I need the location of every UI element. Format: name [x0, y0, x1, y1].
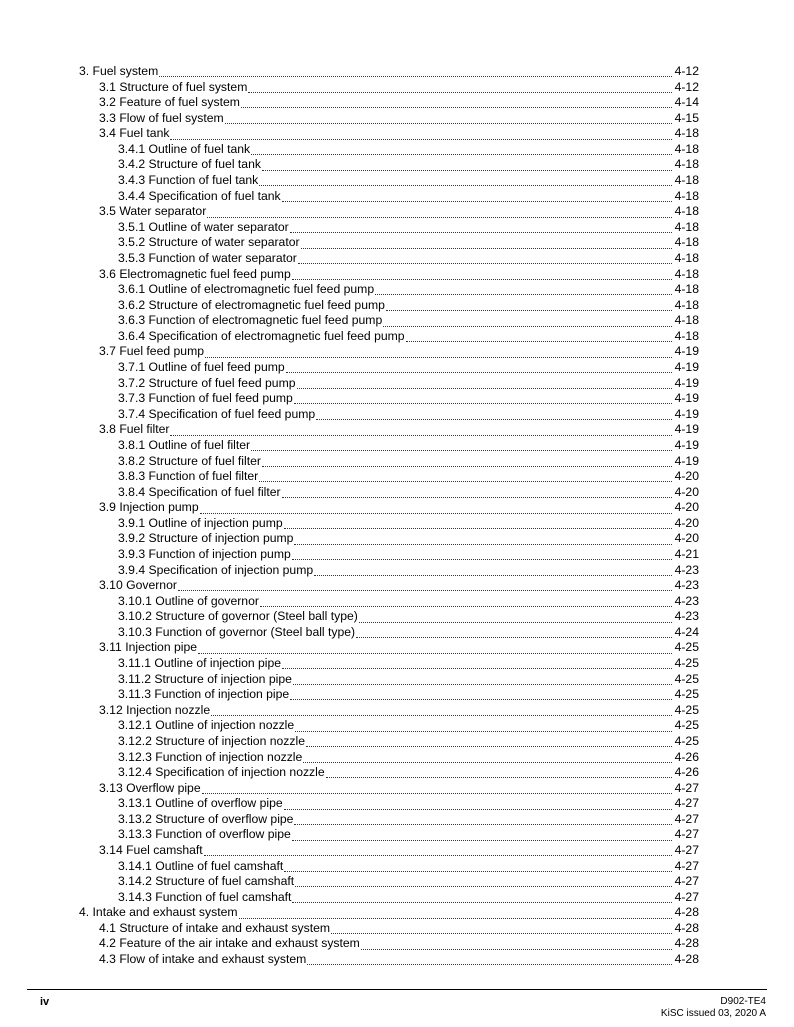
toc-entry-title: 3.2 Feature of fuel system [99, 95, 240, 110]
toc-entry[interactable] [0, 344, 699, 360]
toc-entry-title: 3.14.1 Outline of fuel camshaft [118, 858, 284, 873]
toc-entry-title: 3.5.1 Outline of water separator [118, 219, 289, 234]
toc-entry-page: 4-19 [674, 453, 699, 468]
toc-entry[interactable] [0, 656, 699, 672]
dot-leader [331, 932, 672, 934]
toc-entry[interactable] [0, 376, 699, 392]
toc-entry-title: 3.6 Electromagnetic fuel feed pump [99, 266, 291, 281]
toc-entry-page: 4-19 [674, 360, 699, 375]
toc-entry-title: 3.4.2 Structure of fuel tank [118, 157, 261, 172]
doc-code: D902-TE4 [720, 996, 766, 1007]
toc-entry-title: 3.7.1 Outline of fuel feed pump [118, 360, 285, 375]
dot-leader [294, 402, 672, 404]
toc-entry-title: 3.7.2 Structure of fuel feed pump [118, 375, 296, 390]
toc-entry-page: 4-19 [674, 437, 699, 452]
toc-entry-page: 4-18 [674, 282, 699, 297]
toc-entry-page: 4-25 [674, 718, 699, 733]
toc-entry-page: 4-27 [674, 796, 699, 811]
toc-entry-title: 3.11.1 Outline of injection pipe [118, 656, 282, 671]
dot-leader [178, 589, 672, 591]
toc-entry-title: 3.10.3 Function of governor (Steel ball type) [118, 624, 356, 639]
toc-entry[interactable] [0, 874, 699, 890]
dot-leader [211, 714, 672, 716]
toc-entry-page: 4-20 [674, 531, 699, 546]
dot-leader [316, 418, 672, 420]
toc-entry[interactable] [0, 485, 699, 501]
toc-entry[interactable] [0, 391, 699, 407]
dot-leader [198, 652, 672, 654]
toc-entry-title: 3.13.2 Structure of overflow pipe [118, 811, 294, 826]
toc-entry-title: 3.7.3 Function of fuel feed pump [118, 391, 293, 406]
toc-entry-page: 4-25 [674, 656, 699, 671]
toc-entry-page: 4-24 [674, 624, 699, 639]
toc-entry-title: 3.4.1 Outline of fuel tank [118, 141, 251, 156]
toc-entry-page: 4-18 [674, 157, 699, 172]
toc-entry-title: 3.3 Flow of fuel system [99, 110, 224, 125]
dot-leader [298, 262, 672, 264]
dot-leader [200, 512, 672, 514]
toc-entry[interactable] [0, 609, 699, 625]
toc-entry-page: 4-19 [674, 344, 699, 359]
dot-leader [202, 792, 672, 794]
toc-entry[interactable] [0, 781, 699, 797]
dot-leader [356, 636, 672, 638]
toc-entry[interactable] [0, 827, 699, 843]
dot-leader [383, 325, 672, 327]
toc-entry-page: 4-18 [674, 188, 699, 203]
toc-entry[interactable] [0, 952, 699, 968]
toc-entry[interactable] [0, 469, 699, 485]
toc-entry-title: 3.13.3 Function of overflow pipe [118, 827, 291, 842]
toc-entry[interactable] [0, 438, 699, 454]
toc-entry-title: 3.6.3 Function of electromagnetic fuel feed pump [118, 313, 383, 328]
dot-leader [262, 465, 672, 467]
toc-entry-title: 3.9.4 Specification of injection pump [118, 562, 314, 577]
toc-entry[interactable] [0, 921, 699, 937]
toc-entry-page: 4-27 [674, 827, 699, 842]
toc-entry-title: 3.9 Injection pump [99, 500, 199, 515]
toc-entry[interactable] [0, 640, 699, 656]
toc-entry[interactable] [0, 843, 699, 859]
toc-entry-page: 4-27 [674, 811, 699, 826]
toc-entry[interactable] [0, 718, 699, 734]
toc-entry[interactable] [0, 859, 699, 875]
toc-entry-page: 4-28 [674, 920, 699, 935]
toc-entry-page: 4-23 [674, 578, 699, 593]
dot-leader [207, 216, 672, 218]
toc-entry-page: 4-23 [674, 609, 699, 624]
dot-leader [241, 106, 672, 108]
dot-leader [361, 948, 672, 950]
toc-entry-page: 4-18 [674, 250, 699, 265]
toc-entry-title: 3.11.2 Structure of injection pipe [118, 671, 292, 686]
toc-entry-title: 3.4 Fuel tank [99, 126, 170, 141]
toc-entry-page: 4-28 [674, 952, 699, 967]
toc-entry-page: 4-18 [674, 141, 699, 156]
toc-entry[interactable] [0, 734, 699, 750]
toc-entry[interactable] [0, 282, 699, 298]
dot-leader [306, 745, 672, 747]
toc-entry-page: 4-25 [674, 640, 699, 655]
toc-entry-title: 4. Intake and exhaust system [79, 905, 238, 920]
toc-entry[interactable] [0, 936, 699, 952]
toc-entry[interactable] [0, 126, 699, 142]
toc-entry-page: 4-19 [674, 391, 699, 406]
toc-entry[interactable] [0, 454, 699, 470]
toc-entry[interactable] [0, 563, 699, 579]
dot-leader [290, 231, 672, 233]
toc-entry-title: 3.14.2 Structure of fuel camshaft [118, 874, 295, 889]
dot-leader [284, 870, 672, 872]
toc-entry-title: 3.5 Water separator [99, 204, 207, 219]
toc-entry-page: 4-27 [674, 858, 699, 873]
dot-leader [282, 200, 672, 202]
toc-entry-page: 4-18 [674, 313, 699, 328]
footer-rule [27, 989, 767, 990]
toc-entry[interactable] [0, 173, 699, 189]
toc-entry[interactable] [0, 407, 699, 423]
toc-entry[interactable] [0, 812, 699, 828]
toc-entry-page: 4-25 [674, 687, 699, 702]
toc-entry-title: 3.8.2 Structure of fuel filter [118, 453, 261, 468]
toc-entry-page: 4-18 [674, 266, 699, 281]
toc-entry[interactable] [0, 672, 699, 688]
toc-entry[interactable] [0, 111, 699, 127]
toc-entry-title: 3.7.4 Specification of fuel feed pump [118, 406, 316, 421]
toc-entry-page: 4-18 [674, 297, 699, 312]
dot-leader [239, 917, 672, 919]
dot-leader [294, 543, 672, 545]
toc-entry[interactable] [0, 157, 699, 173]
dot-leader [286, 371, 672, 373]
toc-entry-page: 4-25 [674, 671, 699, 686]
toc-entry-title: 3.10 Governor [99, 578, 177, 593]
toc-entry-title: 3. Fuel system [79, 64, 159, 78]
toc-entry[interactable] [0, 142, 699, 158]
toc-entry-title: 3.12.1 Outline of injection nozzle [118, 718, 295, 733]
toc-entry[interactable] [0, 531, 699, 547]
toc-entry[interactable] [0, 313, 699, 329]
toc-entry-title: 3.10.1 Outline of governor [118, 593, 259, 608]
toc-entry-title: 3.7 Fuel feed pump [99, 344, 205, 359]
toc-entry-page: 4-28 [674, 905, 699, 920]
toc-entry-page: 4-26 [674, 749, 699, 764]
toc-entry-title: 3.10.2 Structure of governor (Steel ball type) [118, 609, 358, 624]
dot-leader [282, 667, 672, 669]
toc-entry-page: 4-20 [674, 469, 699, 484]
dot-leader [295, 885, 672, 887]
dot-leader [159, 75, 672, 77]
dot-leader [204, 854, 672, 856]
toc-entry-title: 3.9.3 Function of injection pump [118, 546, 291, 561]
toc-entry-title: 3.4.4 Specification of fuel tank [118, 188, 281, 203]
toc-entry[interactable] [0, 890, 699, 906]
toc-entry-page: 4-28 [674, 936, 699, 951]
toc-entry-title: 3.6.1 Outline of electromagnetic fuel feed pump [118, 282, 375, 297]
toc-entry-title: 3.11.3 Function of injection pipe [118, 687, 290, 702]
toc-entry-page: 4-19 [674, 375, 699, 390]
toc-entry[interactable] [0, 422, 699, 438]
dot-leader [251, 449, 672, 451]
toc-entry-page: 4-23 [674, 593, 699, 608]
toc-entry-title: 3.14.3 Function of fuel camshaft [118, 889, 292, 904]
issue-info: KiSC issued 03, 2020 A [660, 1008, 766, 1019]
toc-entry-title: 4.2 Feature of the air intake and exhaust system [99, 936, 360, 951]
toc-entry[interactable] [0, 750, 699, 766]
toc-entry-title: 3.14 Fuel camshaft [99, 843, 203, 857]
toc-entry-page: 4-27 [674, 874, 699, 889]
toc-entry[interactable] [0, 765, 699, 781]
toc-entry-page: 4-21 [674, 546, 699, 561]
toc-entry-page: 4-18 [674, 204, 699, 219]
toc-entry-page: 4-27 [674, 843, 699, 857]
toc-entry-page: 4-12 [674, 64, 699, 78]
dot-leader [295, 730, 672, 732]
toc-entry-page: 4-23 [674, 562, 699, 577]
toc-entry[interactable] [0, 500, 699, 516]
dot-leader [292, 278, 672, 280]
dot-leader [326, 776, 672, 778]
toc-entry-title: 4.1 Structure of intake and exhaust system [99, 920, 331, 935]
dot-leader [284, 527, 672, 529]
toc-entry[interactable] [0, 625, 699, 641]
toc-entry-title: 3.8.4 Specification of fuel filter [118, 484, 281, 499]
dot-leader [292, 558, 672, 560]
dot-leader [262, 169, 672, 171]
toc-entry-title: 3.6.4 Specification of electromagnetic fuel feed pump [118, 328, 405, 343]
toc-entry[interactable] [0, 298, 699, 314]
dot-leader [259, 480, 672, 482]
toc-entry-title: 3.9.2 Structure of injection pump [118, 531, 294, 546]
toc-entry-title: 3.8.1 Outline of fuel filter [118, 437, 251, 452]
toc-entry-title: 4.3 Flow of intake and exhaust system [99, 952, 307, 967]
dot-leader [292, 901, 672, 903]
dot-leader [301, 247, 672, 249]
toc-entry[interactable] [0, 204, 699, 220]
toc-entry-title: 3.13.1 Outline of overflow pipe [118, 796, 283, 811]
toc-entry-page: 4-27 [674, 780, 699, 795]
dot-leader [170, 138, 672, 140]
toc-entry-title: 3.1 Structure of fuel system [99, 79, 248, 94]
toc-entry[interactable] [0, 95, 699, 111]
dot-leader [294, 823, 672, 825]
toc-entry-page: 4-25 [674, 702, 699, 717]
toc-entry-title: 3.12.2 Structure of injection nozzle [118, 733, 305, 748]
dot-leader [307, 963, 672, 965]
toc-entry[interactable] [0, 360, 699, 376]
dot-leader [386, 309, 672, 311]
toc-entry-title: 3.8.3 Function of fuel filter [118, 469, 259, 484]
dot-leader [292, 839, 672, 841]
dot-leader [251, 153, 672, 155]
dot-leader [297, 387, 672, 389]
toc-entry[interactable] [0, 80, 699, 96]
dot-leader [375, 293, 672, 295]
toc-entry-title: 3.8 Fuel filter [99, 422, 170, 437]
toc-entry-page: 4-19 [674, 406, 699, 421]
toc-entry[interactable] [0, 267, 699, 283]
dot-leader [260, 605, 672, 607]
toc-entry[interactable] [0, 235, 699, 251]
toc-entry-title: 3.5.2 Structure of water separator [118, 235, 300, 250]
dot-leader [406, 340, 672, 342]
toc-entry[interactable] [0, 796, 699, 812]
toc-entry-title: 3.11 Injection pipe [99, 640, 198, 655]
toc-entry[interactable] [0, 189, 699, 205]
toc-entry-page: 4-18 [674, 126, 699, 141]
toc-entry-title: 3.5.3 Function of water separator [118, 250, 297, 265]
dot-leader [359, 621, 672, 623]
toc-entry[interactable] [0, 64, 699, 80]
toc-entry[interactable] [0, 516, 699, 532]
toc-entry-title: 3.13 Overflow pipe [99, 780, 201, 795]
toc-entry-page: 4-18 [674, 235, 699, 250]
toc-entry-title: 3.9.1 Outline of injection pump [118, 515, 283, 530]
toc-entry-title: 3.12.4 Specification of injection nozzle [118, 765, 325, 780]
dot-leader [170, 434, 672, 436]
toc-entry[interactable] [0, 251, 699, 267]
toc-entry[interactable] [0, 220, 699, 236]
page-number: iv [40, 996, 50, 1008]
toc-entry[interactable] [0, 594, 699, 610]
dot-leader [248, 91, 672, 93]
dot-leader [205, 356, 672, 358]
toc-entry-title: 3.12 Injection nozzle [99, 702, 211, 717]
footer-doc-info [661, 996, 766, 1020]
dot-leader [290, 698, 672, 700]
toc-entry-page: 4-27 [674, 889, 699, 904]
dot-leader [284, 808, 672, 810]
toc-entry-page: 4-12 [674, 79, 699, 94]
toc-entry[interactable] [0, 329, 699, 345]
dot-leader [303, 761, 672, 763]
toc-entry-page: 4-18 [674, 173, 699, 188]
toc-entry-title: 3.12.3 Function of injection nozzle [118, 749, 303, 764]
toc-entry-title: 3.6.2 Structure of electromagnetic fuel feed pump [118, 297, 385, 312]
dot-leader [314, 574, 672, 576]
toc-entry-page: 4-15 [674, 110, 699, 125]
dot-leader [259, 184, 672, 186]
toc-entry-page: 4-20 [674, 500, 699, 515]
dot-leader [293, 683, 672, 685]
toc-entry-page: 4-20 [674, 484, 699, 499]
toc-entry[interactable] [0, 703, 699, 719]
toc-entry-page: 4-19 [674, 422, 699, 437]
toc-entry-page: 4-18 [674, 328, 699, 343]
toc-entry[interactable] [0, 687, 699, 703]
toc-entry-page: 4-18 [674, 219, 699, 234]
toc-entry-page: 4-14 [674, 95, 699, 110]
toc-entry-page: 4-20 [674, 515, 699, 530]
dot-leader [225, 122, 672, 124]
toc-entry[interactable] [0, 905, 699, 921]
toc-entry-page: 4-26 [674, 765, 699, 780]
toc-entry-page: 4-25 [674, 733, 699, 748]
toc-entry[interactable] [0, 578, 699, 594]
toc-entry[interactable] [0, 547, 699, 563]
toc-entry-title: 3.4.3 Function of fuel tank [118, 173, 259, 188]
dot-leader [282, 496, 672, 498]
